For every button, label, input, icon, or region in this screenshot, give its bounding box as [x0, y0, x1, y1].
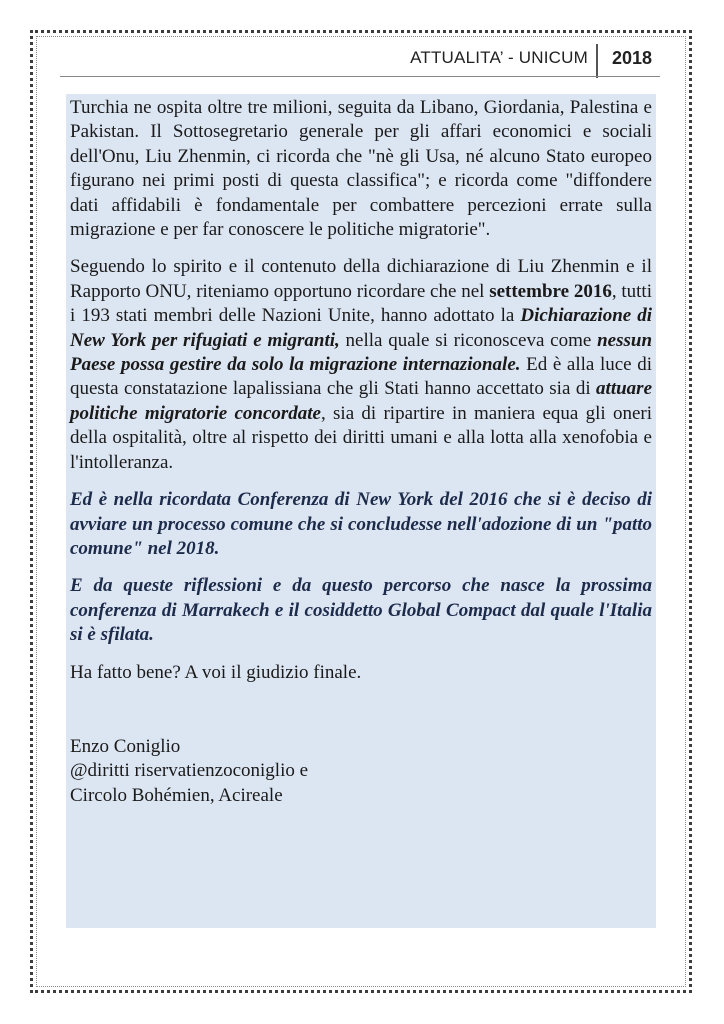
header-title: ATTUALITA’ - UNICUM [410, 48, 588, 67]
paragraph-5: Ha fatto bene? A voi il giudizio finale. [70, 661, 362, 683]
author-rights: @diritti riservatienzoconiglio e [70, 760, 309, 782]
header-rule [60, 76, 660, 77]
author-name: Enzo Coniglio [70, 735, 181, 757]
p2-text-e: nella quale si riconosceva come [339, 329, 598, 351]
article-body [66, 94, 656, 928]
p2-date: settembre 2016 [489, 280, 612, 302]
author-affiliation: Circolo Bohémien, Acireale [70, 784, 283, 806]
p2-declaration: Dichiarazione di New York per rifugiati e migranti, [70, 305, 653, 351]
header-divider [596, 44, 598, 78]
p2-text-c: , tutti i 193 stati membri delle Nazioni Unite, hanno adottato la [70, 280, 652, 327]
header-year: 2018 [611, 48, 652, 68]
p2-text-a: Seguendo lo spirito e il contenuto della dichiarazione di Liu Zhenmin e il Rapporto ONU, riteniamo opportuno ricordare che nel [70, 256, 652, 302]
paragraph-2 [70, 255, 652, 475]
paragraph-3: Ed è nella ricordata Conferenza di New York del 2016 che si è deciso di avviare un processo comune che si concludesse nell'adozione di un "patto comune" nel 2018. [70, 489, 652, 559]
paragraph-4: E da queste riflessioni e da questo percorso che nasce la prossima conferenza di Marrakech e il cosiddetto Global Compact dal quale l'Italia si è sfilata. [70, 575, 652, 646]
paragraph-1: Turchia ne ospita oltre tre milioni, seguita da Libano, Giordania, Palestina e Pakistan. Il Sottosegretario generale per gli affari economici e sociali dell'Onu, Liu Zhenmin, ci ricorda che "nè gli Usa, né alcuno Stato europeo figurano nei primi posti di questa classifica"; e ricorda come "diffondere dati affidabili è fondamentale per combattere percezioni errate sulla migrazione e per far conoscere le politiche migratorie". [70, 97, 652, 241]
signature-block [70, 735, 652, 808]
p2-emphasis-policies: attuare politiche migratorie concordate [70, 378, 652, 424]
p2-emphasis-country: nessun Paese possa gestire da solo la migrazione internazionale. [70, 329, 653, 376]
page-header [60, 44, 660, 80]
p2-text-g: Ed è alla luce di questa constatazione lapalissiana che gli Stati hanno accettato sia di [70, 354, 653, 400]
p2-text-i: , sia di ripartire in maniera equa gli oneri della ospitalità, oltre al rispetto dei diritti umani e alla lotta alla xenofobia e l'intolleranza. [70, 402, 652, 473]
